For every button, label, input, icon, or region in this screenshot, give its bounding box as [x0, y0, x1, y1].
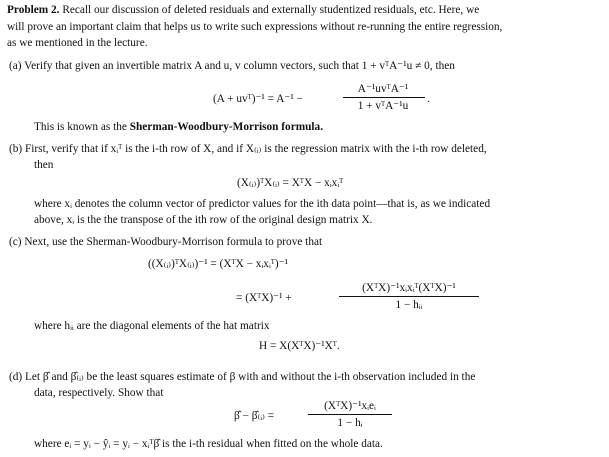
problem-first-line [7, 4, 479, 17]
part-c-formula-denominator: 1 − hᵢᵢ [395, 299, 423, 311]
part-d-formula-lhs: β̂ − β̂₍ᵢ₎ = [234, 410, 275, 422]
part-a-known-as-text: This is known as the [34, 121, 127, 133]
part-a-text: (a) Verify that given an invertible matrix A and u, v column vectors, such that 1 + vᵀA⁻¹u ≠ 0, then [9, 60, 455, 72]
part-d-text-2: data, respectively. Show that [34, 387, 164, 399]
part-b-text-1: (b) First, verify that if xᵢᵀ is the i-th row of X, and if X₍ᵢ₎ is the regression matrix with the i-th row deleted, [9, 143, 487, 155]
part-a-formula-denominator: 1 + vᵀA⁻¹u [357, 100, 409, 112]
part-d-text-1: (d) Let β̂ and β̂₍ᵢ₎ be the least squares estimate of β with and without the i-th observation included in the [9, 371, 476, 383]
intro-line-3: as we mentioned in the lecture. [7, 37, 148, 49]
part-b-where-1: where xᵢ denotes the column vector of predictor values for the ith data point—that is, as we indicated [34, 198, 491, 210]
part-c-where: where hᵢᵢ are the diagonal elements of the hat matrix [34, 320, 270, 332]
part-d-where: where eᵢ = yᵢ − ŷᵢ = yᵢ − xᵢᵀβ̂ is the i-th residual when fitted on the whole data. [34, 438, 383, 450]
part-c-fraction-bar [339, 296, 479, 297]
part-c-formula-line-2-lhs: = (XᵀX)⁻¹ + [236, 292, 292, 304]
part-d-formula-numerator: (XᵀX)⁻¹xᵢeᵢ [324, 400, 376, 412]
part-d-formula-denominator: 1 − hᵢ [337, 417, 363, 429]
part-c-formula-line-1: ((X₍ᵢ₎)ᵀX₍ᵢ₎)⁻¹ = (XᵀX − xᵢxᵢᵀ)⁻¹ [148, 258, 289, 270]
part-a-formula-lhs: (A + uvᵀ)⁻¹ = A⁻¹ − [213, 93, 303, 105]
part-c-formula-numerator: (XᵀX)⁻¹xᵢxᵢᵀ(XᵀX)⁻¹ [362, 282, 456, 294]
intro-line-2: will prove an important claim that helps us to write such expressions without re-running the entire regression, [7, 21, 503, 33]
part-b-text-2: then [34, 159, 54, 171]
problem-heading: Problem 2. [7, 4, 60, 16]
part-c-hat-matrix: H = X(XᵀX)⁻¹Xᵀ. [259, 340, 340, 352]
part-a-fraction-bar [343, 97, 425, 98]
part-d-fraction-bar [308, 414, 392, 415]
intro-line-1: Recall our discussion of deleted residuals and externally studentized residuals, etc. Here, we [62, 4, 480, 16]
part-a-known-as [34, 121, 323, 134]
part-b-where-2: above, xᵢ is the the transpose of the ith row of the original design matrix X. [34, 214, 373, 226]
part-a-formula-numerator: A⁻¹uvᵀA⁻¹ [357, 83, 409, 95]
part-b-formula: (X₍ᵢ₎)ᵀX₍ᵢ₎ = XᵀX − xᵢxᵢᵀ [237, 177, 344, 189]
part-c-text: (c) Next, use the Sherman-Woodbury-Morrison formula to prove that [9, 236, 323, 248]
part-a-formula-name: Sherman-Woodbury-Morrison formula. [129, 121, 324, 133]
part-a-formula-period: . [427, 93, 430, 105]
